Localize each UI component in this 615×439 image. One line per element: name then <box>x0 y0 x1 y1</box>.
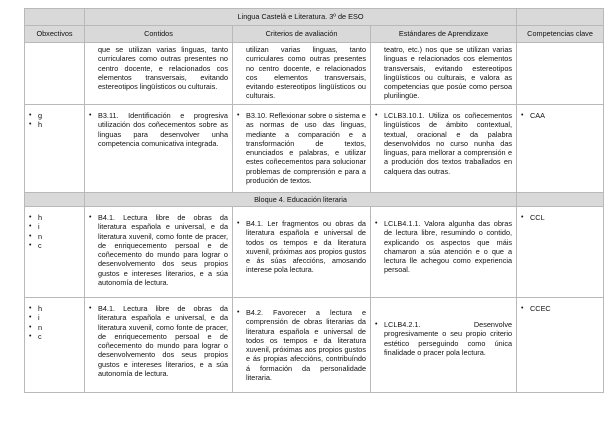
obxectivo-item: c <box>38 240 42 250</box>
criterios-cell <box>233 43 371 105</box>
obxectivos-cell <box>25 207 85 298</box>
criterios-text: B3.10. Reflexionar sobre o sistema e as normas de uso das linguas, mediante a comparación e a transformación de textos, enunciados e palabras, e utilizar estes coñecementos para solucionar problemas de comprensión e para a produción de textos. <box>246 111 366 186</box>
estandares-text: LCLB4.2.1. Desenvolve progresivamente o seu propio criterio estético perseguindo como única finalidade o pracer pola lectura. <box>384 320 513 357</box>
bullet-icon: • <box>29 121 32 129</box>
bullet-icon: • <box>29 223 32 231</box>
estandares-cell <box>371 207 517 298</box>
header-competencias: Competencias clave <box>517 26 604 43</box>
estandares-cell <box>371 105 517 193</box>
header-row <box>25 26 604 43</box>
bullet-icon: • <box>29 332 32 340</box>
competencias-cell <box>517 43 604 105</box>
obxectivo-item: g <box>38 111 43 120</box>
obxectivo-item: i <box>38 222 40 232</box>
estandares-cell <box>371 298 517 393</box>
competencia-text: CCL <box>530 213 545 222</box>
bullet-icon: • <box>375 321 378 328</box>
contidos-cell <box>85 43 233 105</box>
bullet-icon: • <box>29 314 32 322</box>
competencias-cell <box>517 105 604 193</box>
criterios-cell <box>233 298 371 393</box>
obxectivo-item: h <box>38 120 43 130</box>
bullet-icon: • <box>89 305 92 312</box>
competencia-text: CAA <box>530 111 546 120</box>
title-blank-cell <box>25 9 85 26</box>
bullet-icon: • <box>237 220 240 227</box>
bullet-icon: • <box>375 112 378 119</box>
bloque-blank-cell <box>25 193 85 207</box>
contidos-text: B4.1. Lectura libre de obras da literatura española e universal, e da literatura xuvenil, como fonte de pracer, de enriquecemento persoal e de coñecemento do mundo para lograr o desenvolvemento dos seus propios gustos e intereses literarios, e a súa autonomía de lectura. <box>98 213 228 288</box>
bullet-icon: • <box>89 214 92 221</box>
bullet-icon: • <box>521 305 524 312</box>
criterios-text: utilizan varias linguas, tanto curriculares como outras presentes no centro docente, e relacionados cos elementos transversais, evitando estereotipos lingüísticos ou culturais. <box>246 45 366 101</box>
obxectivos-cell <box>25 298 85 393</box>
estandares-text: LCLB3.10.1. Utiliza os coñecementos lingüísticos de ámbito contextual, textual, oracional e da palabra desenvolvidos no curso nunha das linguas, para mellorar a comprensión e a produción dos textos traballados en calquera das outras. <box>384 111 513 176</box>
criterios-text: B4.2. Favorecer a lectura e comprensión de obras literarias da literatura española e universal de todos os tempos e da literatura xuvenil, próximas aos propios gustos e ás propias afeccións, contribuíndo á formación da personalidade literaria. <box>246 308 366 383</box>
table-title: Lingua Castelá e Literatura. 3º de ESO <box>85 9 517 26</box>
bullet-icon: • <box>521 214 524 221</box>
contidos-text: B3.11. Identificación e progresiva utilización dos coñecementos sobre as linguas para desenvolver unha competencia comunicativa integrada. <box>98 111 228 148</box>
criterios-cell <box>233 105 371 193</box>
contidos-text: B4.1. Lectura libre de obras da literatura española e universal, e da literatura xuvenil, como fonte de pracer, de enriquecemento persoal e de coñecemento do mundo para lograr o desenvolvemento dos seus propios gustos e intereses literarios, e a súa autonomía de lectura. <box>98 304 228 379</box>
bullet-icon: • <box>29 241 32 249</box>
header-estandares: Estándares de Aprendizaxe <box>371 26 517 43</box>
obxectivo-item: n <box>38 231 43 241</box>
curriculum-table <box>24 8 604 393</box>
bullet-icon: • <box>521 112 524 119</box>
bullet-icon: • <box>237 309 240 316</box>
table-row <box>25 105 604 193</box>
header-contidos: Contidos <box>85 26 233 43</box>
obxectivos-cell <box>25 105 85 193</box>
estandares-text: teatro, etc.) nos que se utilizan varias linguas e relacionados cos elementos transversais, evitando estereotipos lingüísticos ou culturais, e valora as competencias que posúe como persoa plurilingüe. <box>384 45 513 101</box>
header-criterios: Criterios de avaliación <box>233 26 371 43</box>
header-obxectivos: Obxectivos <box>25 26 85 43</box>
contidos-cell <box>85 298 233 393</box>
obxectivo-item: h <box>38 304 43 313</box>
bullet-icon: • <box>237 112 240 119</box>
table-row <box>25 298 604 393</box>
bullet-icon: • <box>29 305 32 312</box>
bullet-icon: • <box>375 220 378 227</box>
competencias-cell <box>517 207 604 298</box>
section-row <box>25 193 604 207</box>
estandares-cell <box>371 43 517 105</box>
table-row <box>25 43 604 105</box>
contidos-cell <box>85 207 233 298</box>
bloque-blank-cell <box>517 193 604 207</box>
contidos-text: que se utilizan varias linguas, tanto curriculares como outras presentes no centro docente, e relacionados cos elementos transversais, evitando estereotipos lingüísticos ou culturais. <box>98 45 228 92</box>
criterios-cell <box>233 207 371 298</box>
title-blank-cell <box>517 9 604 26</box>
criterios-text: B4.1. Ler fragmentos ou obras da literatura española e universal de todos os tempos e da literatura xuvenil, próximas aos propios gustos e ás súas afeccións, amosando interese pola lectura. <box>246 219 366 275</box>
bullet-icon: • <box>89 112 92 119</box>
bullet-icon: • <box>29 214 32 221</box>
bullet-icon: • <box>29 323 32 331</box>
obxectivo-item: h <box>38 213 43 222</box>
table-title-row <box>25 9 604 26</box>
competencia-text: CCEC <box>530 304 551 313</box>
contidos-cell <box>85 105 233 193</box>
section-title: Bloque 4. Educación literaria <box>85 193 517 207</box>
obxectivo-item: i <box>38 313 40 323</box>
competencias-cell <box>517 298 604 393</box>
estandares-text: LCLB4.1.1. Valora algunha das obras de lectura libre, resumindo o contido, explicando os aspectos que máis chamaron a súa atención e o que a lectura lle achegou como experiencia persoal. <box>384 219 513 275</box>
table-row <box>25 207 604 298</box>
obxectivos-cell <box>25 43 85 105</box>
bullet-icon: • <box>29 112 32 119</box>
bullet-icon: • <box>29 232 32 240</box>
obxectivo-item: n <box>38 322 43 332</box>
obxectivo-item: c <box>38 331 42 341</box>
